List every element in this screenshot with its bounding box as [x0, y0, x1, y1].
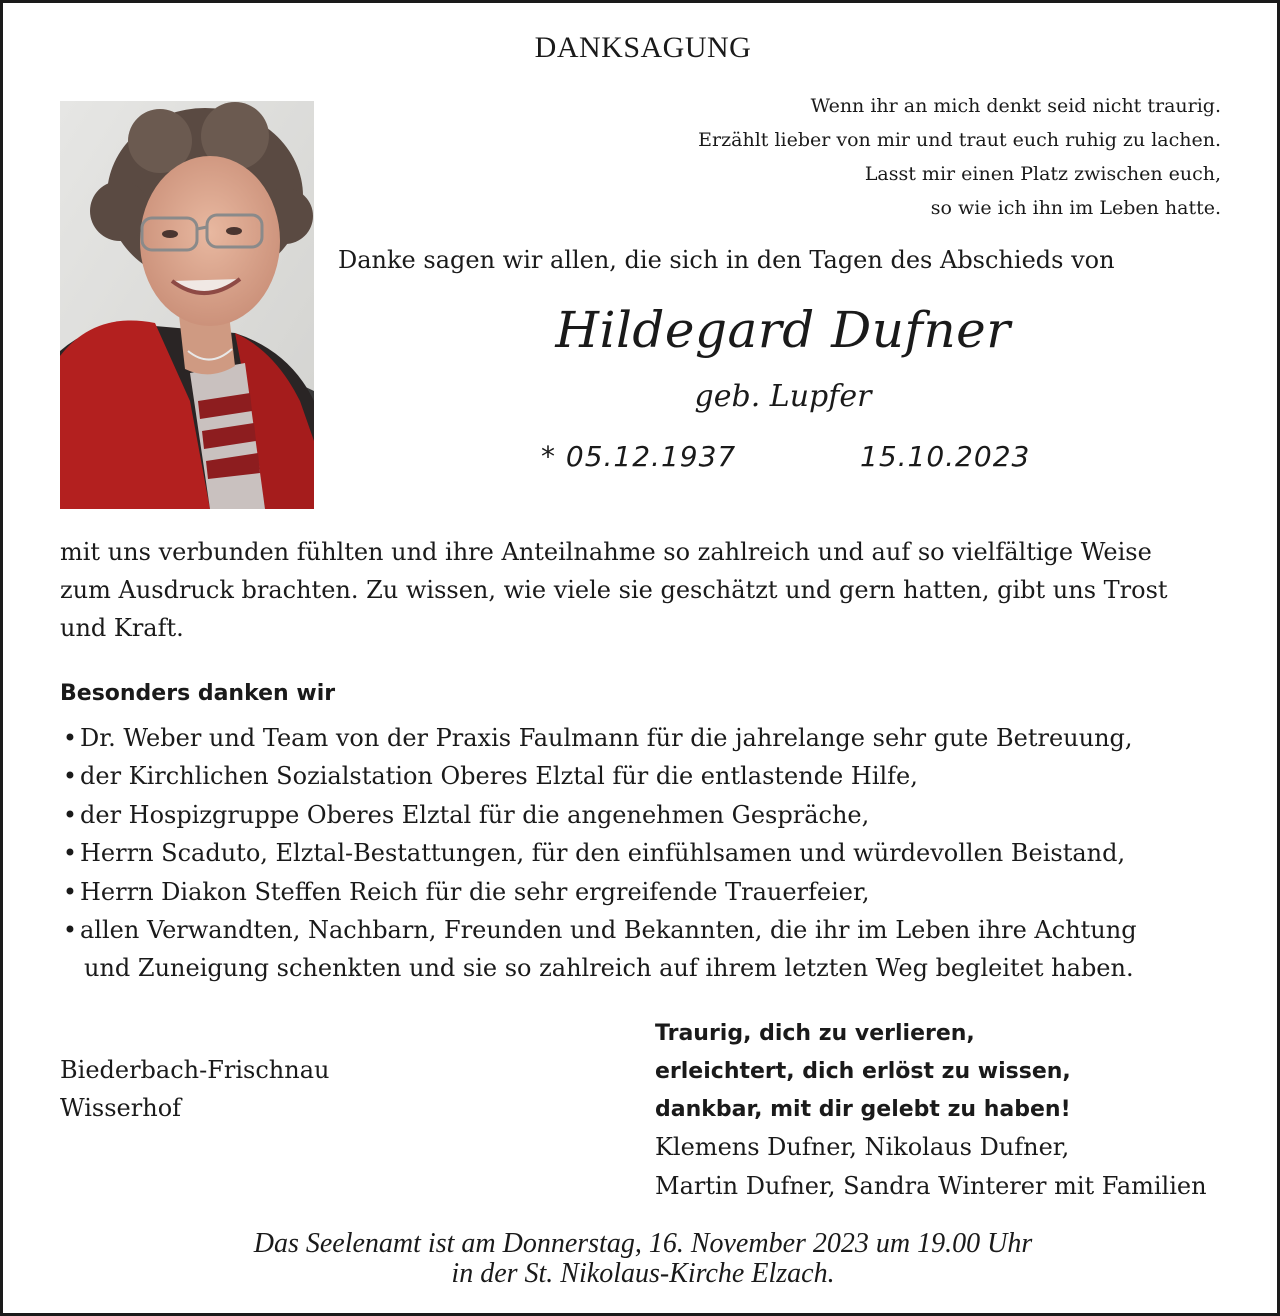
- signer-line: Martin Dufner, Sandra Winterer mit Familien: [655, 1172, 1207, 1200]
- poem: [601, 89, 1221, 225]
- bullet-icon: •: [62, 762, 78, 791]
- poem-line: Erzählt lieber von mir und traut euch ruhig zu lachen.: [698, 129, 1221, 151]
- list-item-text: Dr. Weber und Team von der Praxis Faulmann für die jahrelange sehr gute Betreuung,: [80, 724, 1133, 752]
- motto-line: dankbar, mit dir gelebt zu haben!: [655, 1097, 1071, 1122]
- place-line: Biederbach-Frischnau: [60, 1056, 330, 1084]
- list-item-text: Herrn Diakon Steffen Reich für die sehr ergreifende Trauerfeier,: [80, 877, 870, 906]
- thanks-paragraph: [60, 533, 1230, 647]
- list-item-text: der Hospizgruppe Oberes Elztal für die angenehmen Gespräche,: [80, 800, 870, 829]
- list-item-text: Herrn Scaduto, Elztal-Bestattungen, für den einfühlsamen und würdevollen Beistand,: [80, 839, 1126, 868]
- poem-line: so wie ich ihn im Leben hatte.: [930, 197, 1221, 219]
- birth-name: geb. Lupfer: [694, 379, 872, 414]
- list-item-text: allen Verwandten, Nachbarn, Freunden und Bekannten, die ihr im Leben ihre Achtung: [80, 916, 1137, 945]
- list-item: [60, 834, 1230, 872]
- service-line: Das Seelenamt ist am Donnerstag, 16. November 2023 um 19.00 Uhr: [253, 1228, 1033, 1259]
- list-item: [60, 719, 1230, 757]
- paragraph-line: mit uns verbunden fühlten und ihre Anteilnahme so zahlreich und auf so vielfältige Weise: [60, 538, 1152, 566]
- list-item-continuation: [60, 949, 1230, 987]
- notice-heading: DANKSAGUNG: [534, 31, 752, 64]
- bullet-icon: •: [62, 724, 78, 752]
- bullet-icon: •: [62, 877, 78, 906]
- bullet-icon: •: [62, 916, 78, 945]
- deceased-name: Hildegard Dufner: [555, 301, 1011, 359]
- motto-line: erleichtert, dich erlöst zu wissen,: [655, 1059, 1071, 1084]
- list-item-text: und Zuneigung schenkten und sie so zahlreich auf ihrem letzten Weg begleitet haben.: [84, 954, 1134, 983]
- list-item-text: der Kirchlichen Sozialstation Oberes Elztal für die entlastende Hilfe,: [80, 762, 918, 791]
- motto: [655, 1015, 1071, 1129]
- signer-line: Klemens Dufner, Nikolaus Dufner,: [655, 1133, 1070, 1161]
- signers: [655, 1128, 1207, 1206]
- place-line: Wisserhof: [60, 1094, 182, 1122]
- service-line: in der St. Nikolaus-Kirche Elzach.: [451, 1258, 835, 1289]
- list-item: [60, 911, 1230, 949]
- motto-line: Traurig, dich zu verlieren,: [655, 1021, 975, 1046]
- place: [60, 1051, 329, 1127]
- bullet-icon: •: [62, 839, 78, 868]
- list-item: [60, 796, 1230, 834]
- intro-text: Danke sagen wir allen, die sich in den Tagen des Abschieds von: [338, 246, 1115, 274]
- list-item: [60, 757, 1230, 795]
- service-notice: [3, 1229, 1280, 1289]
- thanks-heading: Besonders danken wir: [60, 681, 336, 706]
- paragraph-line: und Kraft.: [60, 614, 184, 642]
- paragraph-line: zum Ausdruck brachten. Zu wissen, wie viele sie geschätzt und gern hatten, gibt uns Trost: [60, 576, 1168, 604]
- death-date: 15.10.2023: [860, 440, 1031, 473]
- poem-line: Lasst mir einen Platz zwischen euch,: [864, 163, 1221, 185]
- thanks-list: [60, 719, 1230, 988]
- bullet-icon: •: [62, 800, 78, 829]
- portrait-photo: [60, 101, 314, 509]
- list-item: [60, 873, 1230, 911]
- birth-date: * 05.12.1937: [541, 440, 737, 473]
- poem-line: Wenn ihr an mich denkt seid nicht traurig.: [810, 95, 1221, 117]
